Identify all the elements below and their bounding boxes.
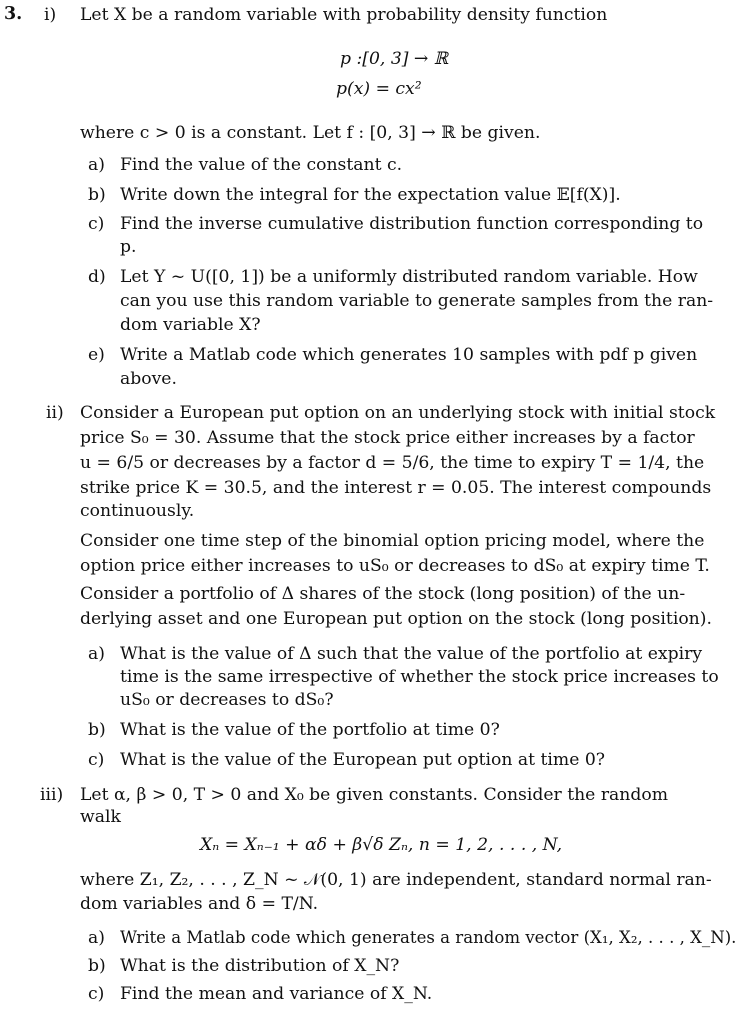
part-iii-intro-2: walk — [80, 807, 121, 827]
part-ii-p1-line-4: strike price K = 30.5, and the interest r = 0.05. The interest compounds — [80, 478, 712, 498]
part-i-eq1: p :[0, 3] → ℝ — [340, 49, 449, 69]
part-i-e-text-2: above. — [120, 369, 177, 389]
part-iii-b-label: b) — [88, 956, 106, 976]
part-iii-a-text: Write a Matlab code which generates a random vector (X₁, X₂, . . . , X_N). — [120, 928, 737, 948]
part-i-where: where c > 0 is a constant. Let f : [0, 3] → ℝ be given. — [80, 123, 541, 143]
part-i-eq2: p(x) = cx² — [336, 79, 422, 99]
part-ii-b-text: What is the value of the portfolio at time 0? — [120, 720, 500, 740]
part-ii-p2-line-2: option price either increases to uS₀ or decreases to dS₀ at expiry time T. — [80, 556, 710, 576]
part-ii-label: ii) — [46, 403, 64, 423]
part-ii-p2-line-4: derlying asset and one European put option on the stock (long position). — [80, 609, 712, 629]
part-ii-a-label: a) — [88, 644, 105, 664]
part-i-intro: Let X be a random variable with probability density function — [80, 5, 608, 25]
part-i-c-text-1: Find the inverse cumulative distribution function corresponding to — [120, 214, 704, 234]
part-ii-p1-line-3: u = 6/5 or decreases by a factor d = 5/6, the time to expiry T = 1/4, the — [80, 453, 705, 473]
part-ii-c-label: c) — [88, 750, 105, 770]
part-iii-intro-1: Let α, β > 0, T > 0 and X₀ be given constants. Consider the random — [80, 785, 669, 805]
part-ii-a-text-3: uS₀ or decreases to dS₀? — [120, 690, 334, 710]
part-iii-where-1: where Z₁, Z₂, . . . , Z_N ~ 𝒩(0, 1) are independent, standard normal ran- — [80, 870, 712, 890]
part-iii-c-label: c) — [88, 984, 105, 1004]
part-i-d-text-2: can you use this random variable to generate samples from the ran- — [120, 291, 714, 311]
part-i-b-label: b) — [88, 185, 106, 205]
part-i-c-label: c) — [88, 214, 105, 234]
part-iii-c-text: Find the mean and variance of X_N. — [120, 984, 433, 1004]
part-ii-a-text-2: time is the same irrespective of whether the stock price increases to — [120, 667, 719, 687]
part-iii-b-text: What is the distribution of X_N? — [120, 956, 400, 976]
part-i-e-text-1: Write a Matlab code which generates 10 samples with pdf p given — [120, 345, 698, 365]
part-ii-b-label: b) — [88, 720, 106, 740]
part-ii-c-text: What is the value of the European put option at time 0? — [120, 750, 606, 770]
part-ii-p2-line-3: Consider a portfolio of Δ shares of the stock (long position) of the un- — [80, 584, 686, 604]
part-iii-label: iii) — [40, 785, 64, 805]
part-iii-equation: Xₙ = Xₙ₋₁ + αδ + β√δ Zₙ, n = 1, 2, . . . , N, — [200, 835, 563, 855]
part-i-d-label: d) — [88, 267, 106, 287]
part-i-label: i) — [44, 5, 57, 25]
part-i-c-text-2: p. — [120, 237, 137, 257]
part-ii-p1-line-5: continuously. — [80, 501, 195, 521]
part-ii-a-text-1: What is the value of Δ such that the value of the portfolio at expiry — [120, 644, 703, 664]
part-i-e-label: e) — [88, 345, 105, 365]
part-iii-a-label: a) — [88, 928, 105, 948]
part-ii-p2-line-1: Consider one time step of the binomial option pricing model, where the — [80, 531, 705, 551]
part-i-b-text: Write down the integral for the expectation value 𝔼[f(X)]. — [120, 185, 621, 205]
question-number: 3. — [4, 4, 23, 24]
part-i-a-text: Find the value of the constant c. — [120, 155, 403, 175]
part-i-a-label: a) — [88, 155, 105, 175]
part-iii-where-2: dom variables and δ = T/N. — [80, 894, 319, 914]
part-ii-p1-line-2: price S₀ = 30. Assume that the stock price either increases by a factor — [80, 428, 695, 448]
part-i-d-text-3: dom variable X? — [120, 315, 261, 335]
part-ii-p1-line-1: Consider a European put option on an underlying stock with initial stock — [80, 403, 716, 423]
part-i-d-text-1: Let Y ~ U([0, 1]) be a uniformly distributed random variable. How — [120, 267, 698, 287]
